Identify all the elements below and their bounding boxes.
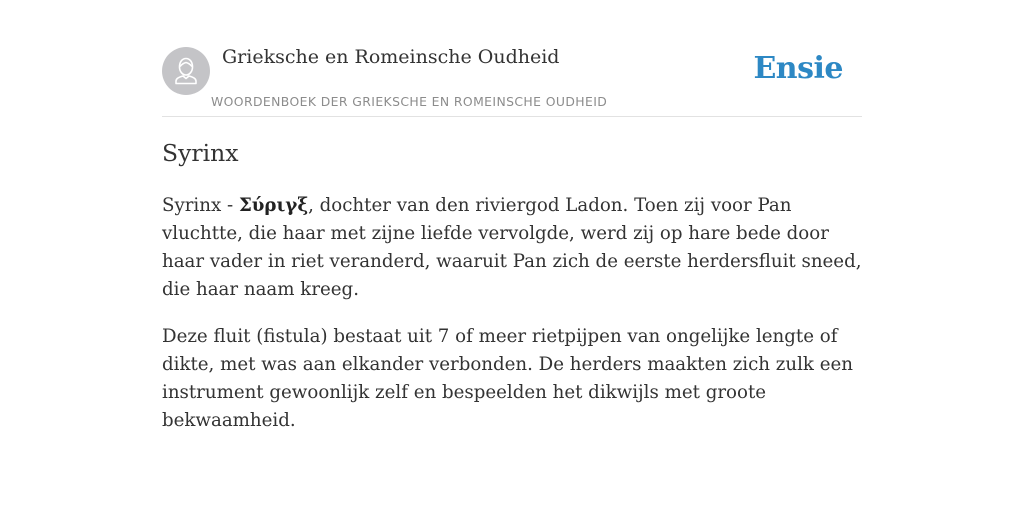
greek-term: Σύριγξ — [238, 195, 309, 216]
site-subtitle: WOORDENBOEK DER GRIEKSCHE EN ROMEINSCHE OUDHEID — [211, 94, 608, 109]
entry-text: , dochter van den riviergod Ladon. Toen zij voor Pan vluchtte, die haar met zijne liefde vervolgde, werd zij op hare bede door haar vader in riet veranderd, waaruit Pan zich de eerste herdersfluit sneed, die haar naam kreeg. — [162, 195, 862, 300]
entry-lead: Syrinx - — [162, 195, 239, 216]
entry-paragraph — [162, 192, 862, 304]
header — [162, 0, 862, 117]
brand-logo[interactable]: Ensie — [753, 51, 843, 86]
page — [162, 0, 862, 512]
entry-paragraph: Deze fluit (fistula) bestaat uit 7 of meer rietpijpen van ongelijke lengte of dikte, met was aan elkander verbonden. De herders maakten zich zulk een instrument gewoonlijk zelf en bespeelden het dikwijls met groote bekwaamheid. — [162, 326, 853, 431]
user-silhouette-icon — [162, 47, 210, 95]
avatar[interactable] — [162, 47, 210, 95]
site-title[interactable]: Grieksche en Romeinsche Oudheid — [222, 46, 560, 68]
entry-title: Syrinx — [162, 139, 239, 167]
entry-body — [162, 192, 862, 454]
